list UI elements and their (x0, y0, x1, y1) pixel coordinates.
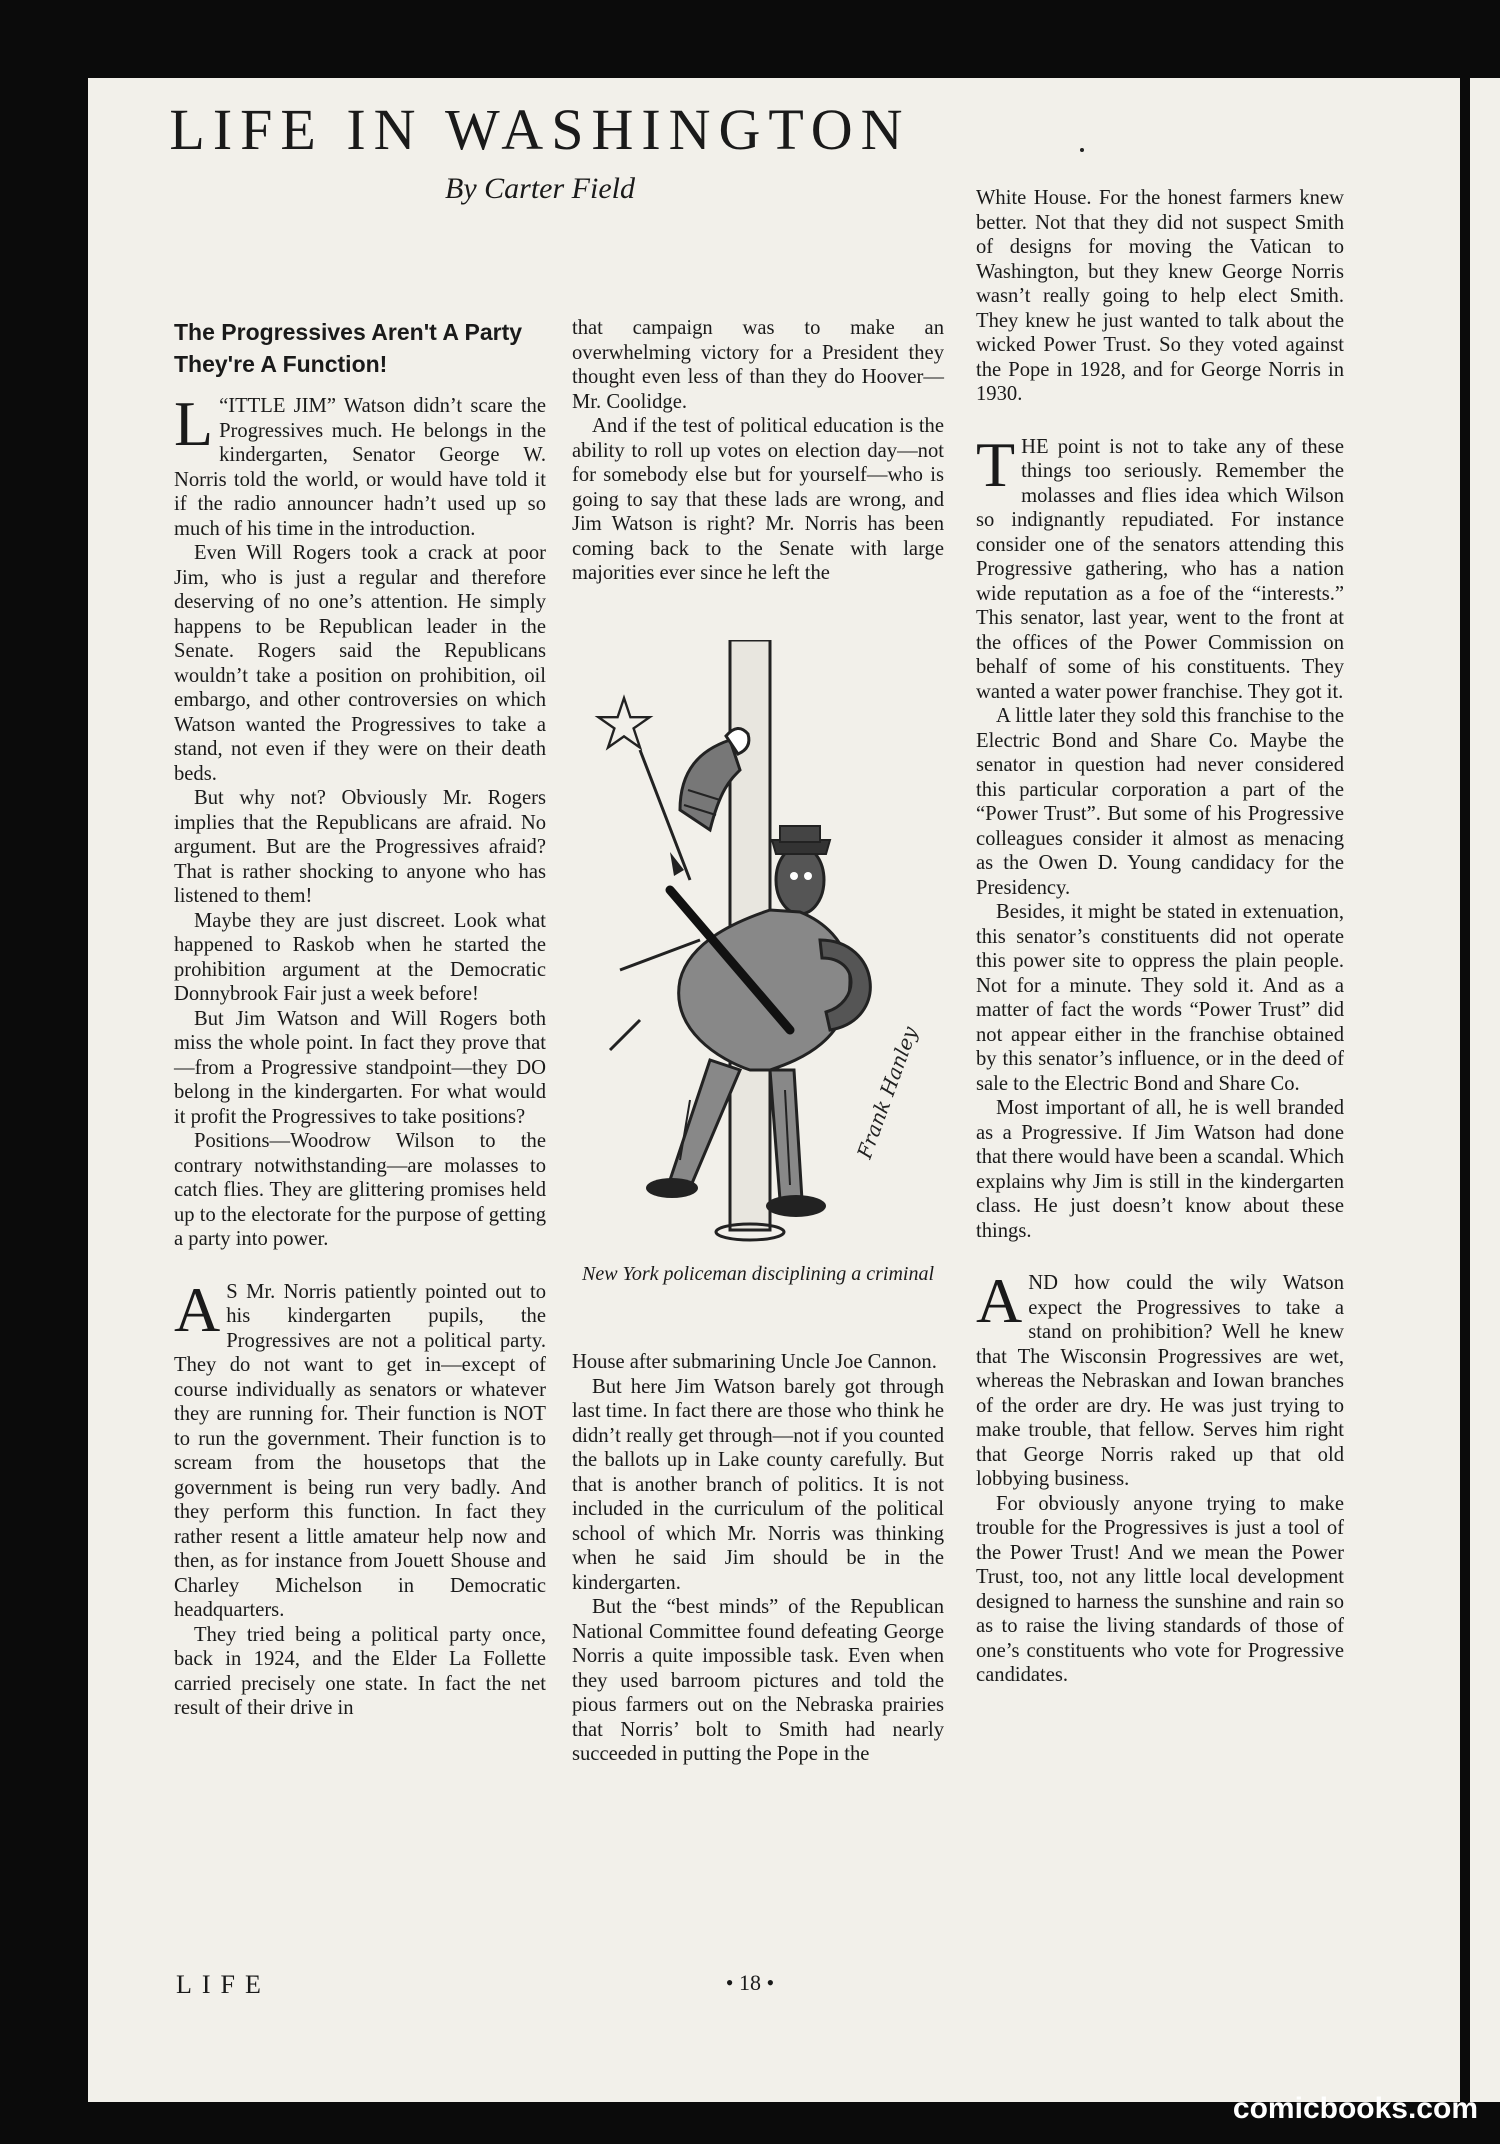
paragraph (976, 1265, 1344, 1492)
paragraph: But here Jim Watson barely got through last time. In fact there are those who think he didn’t really get through—not if you counted the ballots up in Lake county carefully. But that is another branch of politics. It is not included in the curriculum of the political school of which Mr. Norris was thinking when he said Jim should be in the kindergarten. (572, 1375, 944, 1594)
article-byline: By Carter Field (445, 172, 635, 205)
paragraph: But why not? Obviously Mr. Rogers implies that the Republicans are afraid. No argument. But are the Progressives afraid? That is rather shocking to anyone who has listened to them! (174, 787, 546, 907)
paragraph: But the “best minds” of the Republican National Committee found defeating George Norris a quite impossible task. Even when they used barroom pictures and told the pious farmers out on the Nebraska prairies that Norris’ bolt to Smith had nearly succeeded in putting the Pope in the (572, 1596, 944, 1765)
paragraph: White House. For the honest farmers knew better. Not that they did not suspect Smith of designs for moving the Vatican to Washington, but they knew George Norris wasn’t really going to help elect Smith. They knew he just wanted to talk about the wicked Power Trust. So they voted against the Pope in 1928, and for George Norris in 1930. (976, 187, 1344, 405)
section-gap (976, 1243, 1344, 1271)
paragraph: that campaign was to make an overwhelming victory for a President they thought even less of than they do Hoover—Mr. Coolidge. (572, 317, 944, 413)
paragraph: They tried being a political party once, back in 1924, and the Elder La Follette carried precisely one state. In fact the net result of their drive in (174, 1623, 546, 1719)
paragraph-text: “ITTLE JIM” Watson didn’t scare the Progressives much. He belongs in the kindergarten, Senator George W. Norris told the world, or would have told it if the radio announcer hadn’t used up so much of his time in the introduction. (174, 395, 546, 540)
column-middle-bottom (572, 1350, 944, 1767)
paragraph-text: S Mr. Norris patiently pointed out to his kindergarten pupils, the Progressives are not a political party. They do not want to get in—except of course individually as senators or whatever they are running for. Their function is NOT to run the government. Their function is to scream from the housetops that the government is being run very badly. And they perform this function. In fact they rather resent a little amateur help now and then, as for instance from Jouett Shouse and Charley Michelson in Democratic headquarters. (174, 1280, 546, 1621)
ink-dot (1080, 148, 1084, 152)
paragraph: Positions—Woodrow Wilson to the contrary notwithstanding—are molasses to catch flies. They are glittering promises held up to the electorate for the purpose of getting a party into power. (174, 1130, 546, 1250)
paragraph (174, 1273, 546, 1623)
paragraph: A little later they sold this franchise to the Electric Bond and Share Co. Maybe the senator in question had never considered this particular corporation a part of the “Power Trust”. But some of his Progressive colleagues consider it almost as menacing as the Owen D. Young candidacy for the Presidency. (976, 705, 1344, 899)
column-right (976, 186, 1344, 1688)
paragraph: Besides, it might be stated in extenuation, this senator’s constituents did not operate this power site to oppress the plain people. Not for a minute. They sold it. And as a matter of fact the words “Power Trust” did not appear either in the franchise obtained by this senator’s influence, or in the deed of sale to the Electric Bond and Share Co. (976, 901, 1344, 1095)
paragraph: But Jim Watson and Will Rogers both miss the whole point. In fact they prove that—from a Progressive standpoint—they DO belong in the kindergarten. For what would it profit the Progressives to take positions? (174, 1007, 546, 1128)
paragraph: Even Will Rogers took a crack at poor Jim, who is just a regular and therefore deserving of no one’s attention. He simply happens to be Republican leader in the Senate. Rogers said the Republicans wouldn’t take a position on prohibition, oil embargo, and other controversies on which Watson wanted the Progressives to take a stand, not even if they were on their death beds. (174, 542, 546, 785)
paragraph: Most important of all, he is well branded as a Progressive. If Jim Watson had done that there would have been a scandal. Which explains why Jim is still in the kindergarten class. He just doesn’t know about these things. (976, 1097, 1344, 1242)
magazine-name-footer: LIFE (176, 1970, 271, 1999)
site-watermark: comicbooks.com (1232, 2092, 1478, 2125)
drop-cap: L (174, 388, 214, 459)
section-gap (174, 1252, 546, 1280)
paragraph-text: HE point is not to take any of these things too seriously. Remember the molasses and flies idea which Wilson so indignantly repudiated. For instance consider one of the senators attending this Progressive gathering, who has a nation wide reputation as a foe of the “interests.” This senator, last year, went to the front at the offices of the Power Commission on behalf of some of his constituents. They wanted a water power franchise. They got it. (976, 435, 1344, 703)
drop-cap: T (976, 428, 1016, 500)
drop-cap: A (174, 1273, 221, 1345)
policeman-cartoon-illustration (580, 640, 936, 1250)
paragraph-text: ND how could the wily Watson expect the Progressives to take a stand on prohibition? Well he knew that The Wisconsin Progressives are wet, whereas the Nebraskan and Iowan branches of the order are dry. He was just trying to make trouble, that fellow. Serves him right that George Norris raked up that old lobbying business. (976, 1272, 1344, 1490)
paragraph: House after submarining Uncle Joe Cannon. (572, 1351, 937, 1373)
paragraph (976, 428, 1344, 705)
article-title: LIFE IN WASHINGTON (169, 97, 911, 162)
section-heading: The Progressives Aren't A Party They're A Function! (174, 319, 523, 377)
paragraph: Maybe they are just discreet. Look what happened to Raskob when he started the prohibition argument at the Democratic Donnybrook Fair just a week before! (174, 909, 546, 1005)
adjacent-page-edge (1470, 78, 1500, 2102)
artist-signature: Frank Hanley (852, 1023, 923, 1162)
page-number: • 18 • (725, 1970, 775, 1995)
cartoon-caption: New York policeman disciplining a criminal (581, 1263, 935, 1285)
paragraph: For obviously anyone trying to make trouble for the Progressives is just a tool of the Power Trust! And we mean the Power Trust, too, not any little local development designed to harness the sunshine and rain so as to raise the living standards of those of one’s constituents who vote for Progressive candidates. (976, 1492, 1344, 1686)
drop-cap: A (976, 1265, 1023, 1336)
paragraph (174, 388, 546, 541)
paragraph: And if the test of political education is the ability to roll up votes on election day—not for somebody else but for yourself—who is going to say that these lads are wrong, and Jim Watson is right? Mr. Norris has been coming back to the Senate with large majorities ever since he left the (572, 415, 944, 584)
column-left (174, 316, 546, 1721)
column-middle-top (572, 316, 944, 586)
section-gap (976, 407, 1344, 435)
